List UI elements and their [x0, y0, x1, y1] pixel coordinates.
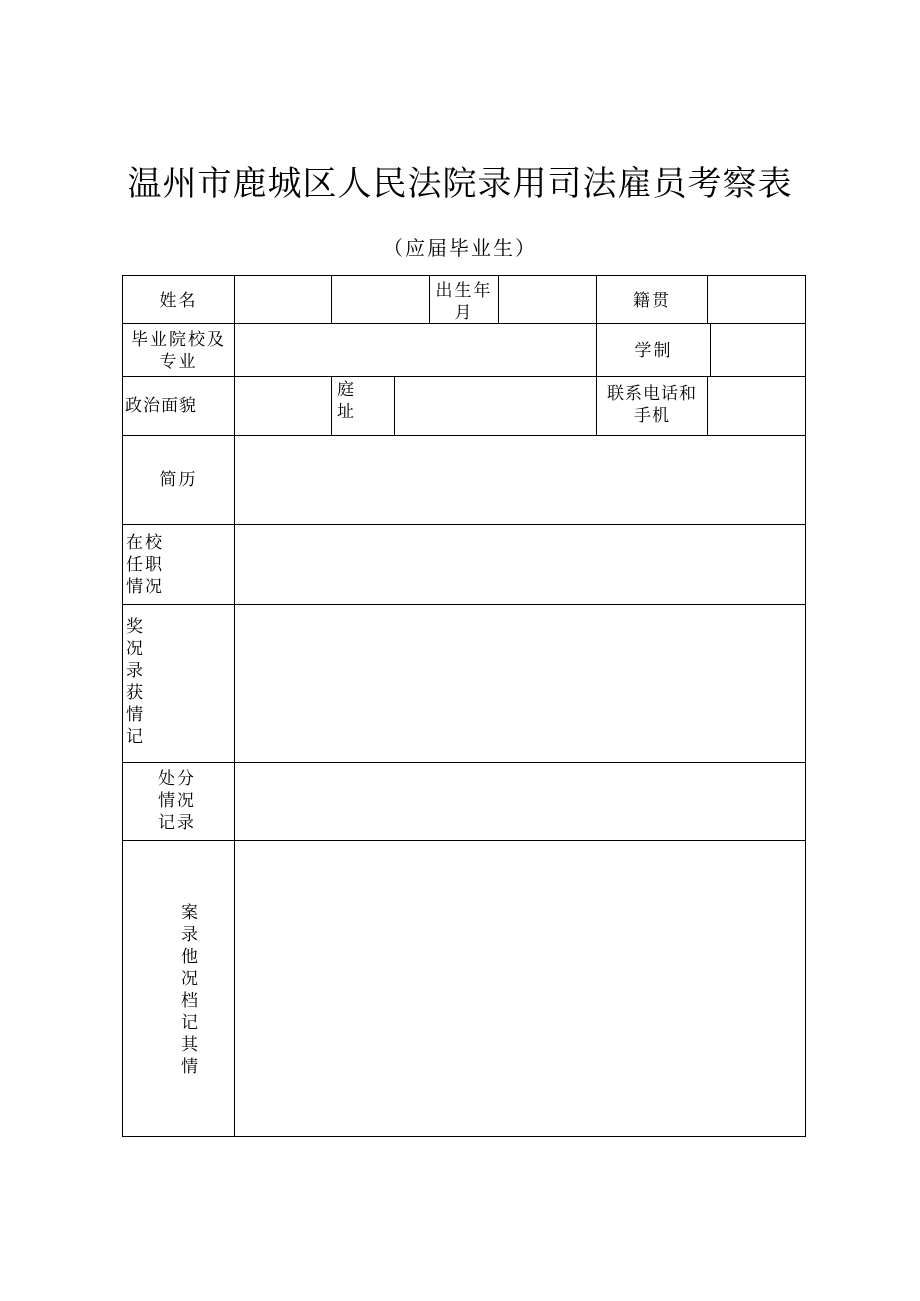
table-border-bottom — [122, 1136, 806, 1137]
row1-divider-c — [498, 275, 499, 323]
row1-divider-a — [331, 275, 332, 323]
label-other-char: 录 — [181, 925, 200, 945]
row3-divider-b — [394, 376, 395, 435]
label-birth-line1: 出生年 — [435, 281, 493, 301]
label-column-divider — [234, 275, 235, 1137]
label-punishment-line1: 处分 — [158, 769, 196, 789]
label-school-line2: 专业 — [159, 352, 198, 372]
label-resume: 简历 — [159, 470, 198, 490]
label-awards-char: 记 — [126, 727, 145, 747]
row-divider-2 — [122, 376, 806, 377]
label-schooling-length: 学制 — [634, 341, 673, 361]
row3-divider-a — [331, 376, 332, 435]
label-political-status: 政治面貌 — [125, 396, 197, 416]
table-border-left — [122, 275, 123, 1137]
label-other-char: 案 — [181, 903, 200, 923]
label-punishment — [158, 768, 228, 834]
label-punishment-line2: 情况 — [158, 791, 196, 811]
label-other-char: 况 — [181, 969, 200, 989]
row3-divider-d — [707, 376, 708, 435]
label-other-char: 记 — [181, 1013, 200, 1033]
label-positions-line2: 任职 — [126, 555, 164, 575]
label-awards-char: 录 — [126, 661, 145, 681]
row-divider-3 — [122, 435, 806, 436]
row1-divider-e — [707, 275, 708, 323]
label-birth-line2: 月 — [454, 303, 474, 323]
label-native-place: 籍贯 — [633, 291, 671, 311]
table-border-right — [805, 275, 806, 1137]
row-divider-5 — [122, 604, 806, 605]
label-phone — [597, 383, 707, 427]
label-positions-line3: 情况 — [126, 577, 164, 597]
row2-divider-b — [710, 323, 711, 376]
label-punishment-line3: 记录 — [158, 813, 196, 833]
label-awards-char: 况 — [126, 639, 145, 659]
label-address-line1: 庭 — [337, 380, 356, 400]
label-awards-char: 情 — [126, 705, 145, 725]
label-address — [337, 379, 393, 423]
label-school-major — [123, 329, 234, 373]
label-other-char: 其 — [181, 1035, 200, 1055]
label-school-line1: 毕业院校及 — [131, 330, 226, 350]
label-birth-date — [430, 280, 498, 324]
label-awards-char: 奖 — [126, 617, 145, 637]
label-name: 姓名 — [159, 291, 198, 311]
label-other-char: 他 — [181, 947, 200, 967]
label-other-records — [181, 902, 211, 1078]
label-school-positions — [126, 532, 186, 598]
row-divider-4 — [122, 524, 806, 525]
label-positions-line1: 在校 — [126, 533, 164, 553]
table-border-top — [122, 275, 806, 276]
row-divider-7 — [122, 840, 806, 841]
label-other-char: 档 — [181, 991, 200, 1011]
label-other-char: 情 — [181, 1057, 200, 1077]
form-subtitle: （应届毕业生） — [383, 236, 537, 260]
label-phone-line2: 手机 — [634, 406, 670, 426]
label-phone-line1: 联系电话和 — [607, 384, 697, 404]
form-title: 温州市鹿城区人民法院录用司法雇员考察表 — [127, 164, 793, 204]
label-awards — [126, 616, 156, 748]
row-divider-6 — [122, 762, 806, 763]
label-awards-char: 获 — [126, 683, 145, 703]
label-address-line2: 址 — [337, 402, 356, 422]
